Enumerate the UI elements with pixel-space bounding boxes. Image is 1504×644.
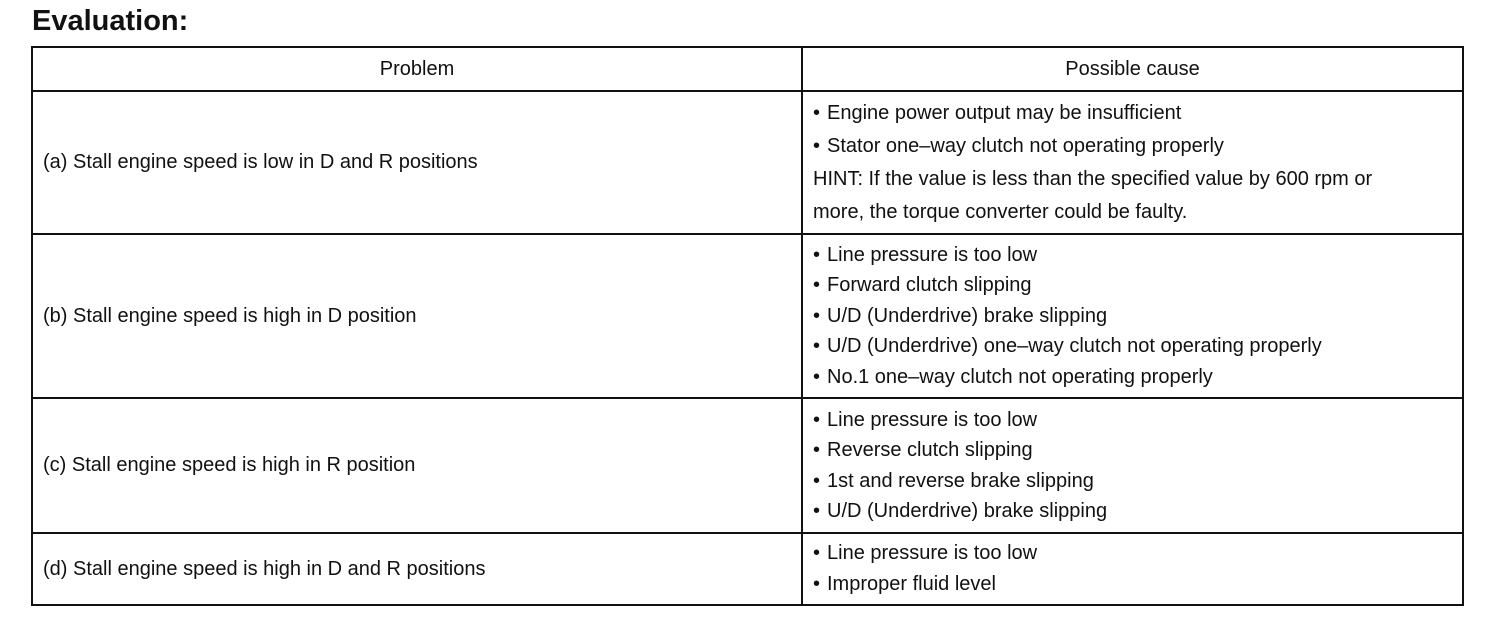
cause-cell [802,398,1463,533]
bullet-icon: • [813,101,821,124]
evaluation-table [31,46,1464,606]
cause-text: U/D (Underdrive) brake slipping [827,304,1108,327]
cause-item [813,405,1452,435]
cause-text: Engine power output may be insufficient [827,101,1182,124]
column-header-possible-cause: Possible cause [802,47,1463,91]
bullet-icon: • [813,274,821,297]
hint-text: more, the torque converter could be faulty. [813,200,1188,223]
bullet-icon: • [813,243,821,266]
bullet-icon: • [813,134,821,157]
table-row [32,398,1463,533]
cause-item [813,130,1452,163]
cause-item [813,97,1452,130]
table-header-row [32,47,1463,91]
cause-item [813,270,1452,300]
cause-text: U/D (Underdrive) brake slipping [827,499,1108,522]
problem-cell: (a) Stall engine speed is low in D and R positions [32,91,802,234]
page-title: Evaluation: [32,5,189,37]
cause-cell [802,533,1463,605]
bullet-icon: • [813,408,821,431]
cause-item [813,362,1452,392]
hint-text: HINT: If the value is less than the specified value by 600 rpm or [813,167,1373,190]
table-row [32,234,1463,398]
cause-text: Line pressure is too low [827,542,1038,564]
problem-cell: (d) Stall engine speed is high in D and R positions [32,533,802,605]
cause-item [813,466,1452,496]
bullet-icon: • [813,335,821,358]
cause-item [813,301,1452,331]
cause-item [813,240,1452,270]
bullet-icon: • [813,573,821,595]
cause-item [813,496,1452,526]
cause-text: Improper fluid level [827,573,996,595]
cause-item [813,569,1452,600]
column-header-problem: Problem [32,47,802,91]
cause-text: Line pressure is too low [827,243,1038,266]
cause-text: Reverse clutch slipping [827,439,1033,462]
cause-text: No.1 one–way clutch not operating properly [827,365,1213,388]
cause-text: Stator one–way clutch not operating properly [827,134,1224,157]
bullet-icon: • [813,304,821,327]
bullet-icon: • [813,542,821,564]
cause-text: Line pressure is too low [827,408,1038,431]
table-row [32,533,1463,605]
bullet-icon: • [813,499,821,522]
problem-cell: (c) Stall engine speed is high in R position [32,398,802,533]
cause-item [813,538,1452,569]
cause-item [813,435,1452,465]
problem-cell: (b) Stall engine speed is high in D position [32,234,802,398]
bullet-icon: • [813,439,821,462]
cause-cell [802,234,1463,398]
bullet-icon: • [813,469,821,492]
bullet-icon: • [813,365,821,388]
cause-text: U/D (Underdrive) one–way clutch not operating properly [827,335,1322,358]
cause-text: Forward clutch slipping [827,274,1032,297]
cause-text: 1st and reverse brake slipping [827,469,1094,492]
cause-cell [802,91,1463,234]
table-row [32,91,1463,234]
cause-item [813,331,1452,361]
